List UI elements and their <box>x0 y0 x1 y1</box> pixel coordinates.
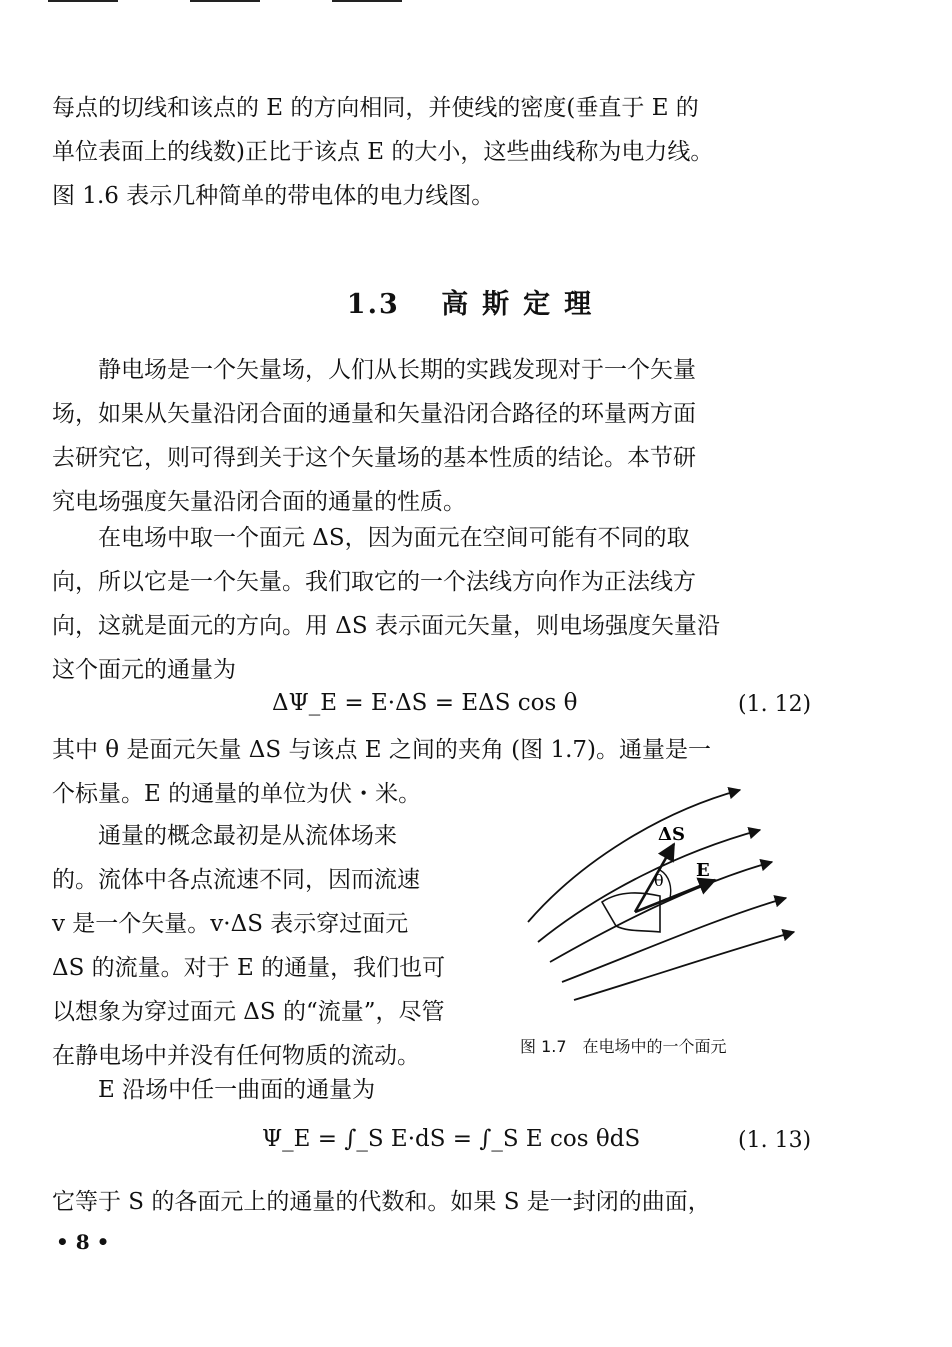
text-line: 的。流体中各点流速不同，因而流速 <box>52 867 420 893</box>
text-line: 在静电场中并没有任何物质的流动。 <box>52 1043 420 1069</box>
label-theta: θ <box>654 871 664 890</box>
paragraph-4 <box>52 814 492 1078</box>
paragraph-5 <box>52 1068 832 1112</box>
text-line: 其中 θ 是面元矢量 ΔS 与该点 E 之间的夹角 (图 1.7)。通量是一 <box>52 737 712 763</box>
section-title: 高斯定理 <box>441 289 606 320</box>
text-line: 每点的切线和该点的 E 的方向相同，并使线的密度(垂直于 E 的 <box>52 95 699 121</box>
text-line: 向，这就是面元的方向。用 ΔS 表示面元矢量，则电场强度矢量沿 <box>52 613 720 639</box>
section-number: 1.3 <box>346 289 400 320</box>
figure-caption: 图 1.7 在电场中的一个面元 <box>520 1037 727 1056</box>
field-vector-E <box>635 880 715 912</box>
text-line: 单位表面上的线数)正比于该点 E 的大小，这些曲线称为电力线。 <box>52 139 714 165</box>
text-line: 以想象为穿过面元 ΔS 的“流量”，尽管 <box>52 999 445 1025</box>
text-line: 这个面元的通量为 <box>52 657 236 683</box>
field-line <box>528 790 740 922</box>
label-dS: ΔS <box>658 824 685 845</box>
text-line: 通量的概念最初是从流体场来 <box>52 823 397 849</box>
equation-number-1-12: (1. 12) <box>738 692 812 717</box>
text-line: 究电场强度矢量沿闭合面的通量的性质。 <box>52 489 466 515</box>
equation-1-12 <box>272 690 577 716</box>
paragraph-2 <box>52 516 832 692</box>
text-line: 它等于 S 的各面元上的通量的代数和。如果 S 是一封闭的曲面， <box>52 1189 711 1215</box>
text-line: 场，如果从矢量沿闭合面的通量和矢量沿闭合路径的环量两方面 <box>52 401 696 427</box>
text-line: 去研究它，则可得到关于这个矢量场的基本性质的结论。本节研 <box>52 445 696 471</box>
paragraph-6 <box>52 1180 832 1224</box>
equation-text: ΔΨ_E = E·ΔS = EΔS cos θ <box>272 690 578 716</box>
equation-number-1-13: (1. 13) <box>738 1128 812 1153</box>
paragraph-1 <box>52 348 832 524</box>
text-line: 个标量。E 的通量的单位为伏・米。 <box>52 781 422 807</box>
text-line: 向，所以它是一个矢量。我们取它的一个法线方向作为正法线方 <box>52 569 696 595</box>
section-heading <box>0 282 952 321</box>
surface-element <box>602 893 660 932</box>
top-rule-2 <box>190 0 260 2</box>
text-line: v 是一个矢量。v·ΔS 表示穿过面元 <box>52 911 409 937</box>
label-E: E <box>696 860 710 881</box>
field-line <box>574 932 794 1000</box>
top-rule-1 <box>48 0 118 2</box>
text-line: 图 1.6 表示几种简单的带电体的电力线图。 <box>52 183 495 209</box>
equation-text: Ψ_E = ∫_S E·dS = ∫_S E cos θdS <box>262 1126 641 1152</box>
text-line: ΔS 的流量。对于 E 的通量，我们也可 <box>52 955 446 981</box>
text-line: 在电场中取一个面元 ΔS，因为面元在空间可能有不同的取 <box>52 525 690 551</box>
text-line: E 沿场中任一曲面的通量为 <box>52 1077 376 1103</box>
text-line: 静电场是一个矢量场，人们从长期的实践发现对于一个矢量 <box>52 357 696 383</box>
intro-paragraph <box>52 86 832 218</box>
page-number: • 8 • <box>56 1230 110 1254</box>
equation-1-13 <box>262 1126 640 1152</box>
figure-1-7 <box>510 782 810 1012</box>
top-rule-3 <box>332 0 402 2</box>
